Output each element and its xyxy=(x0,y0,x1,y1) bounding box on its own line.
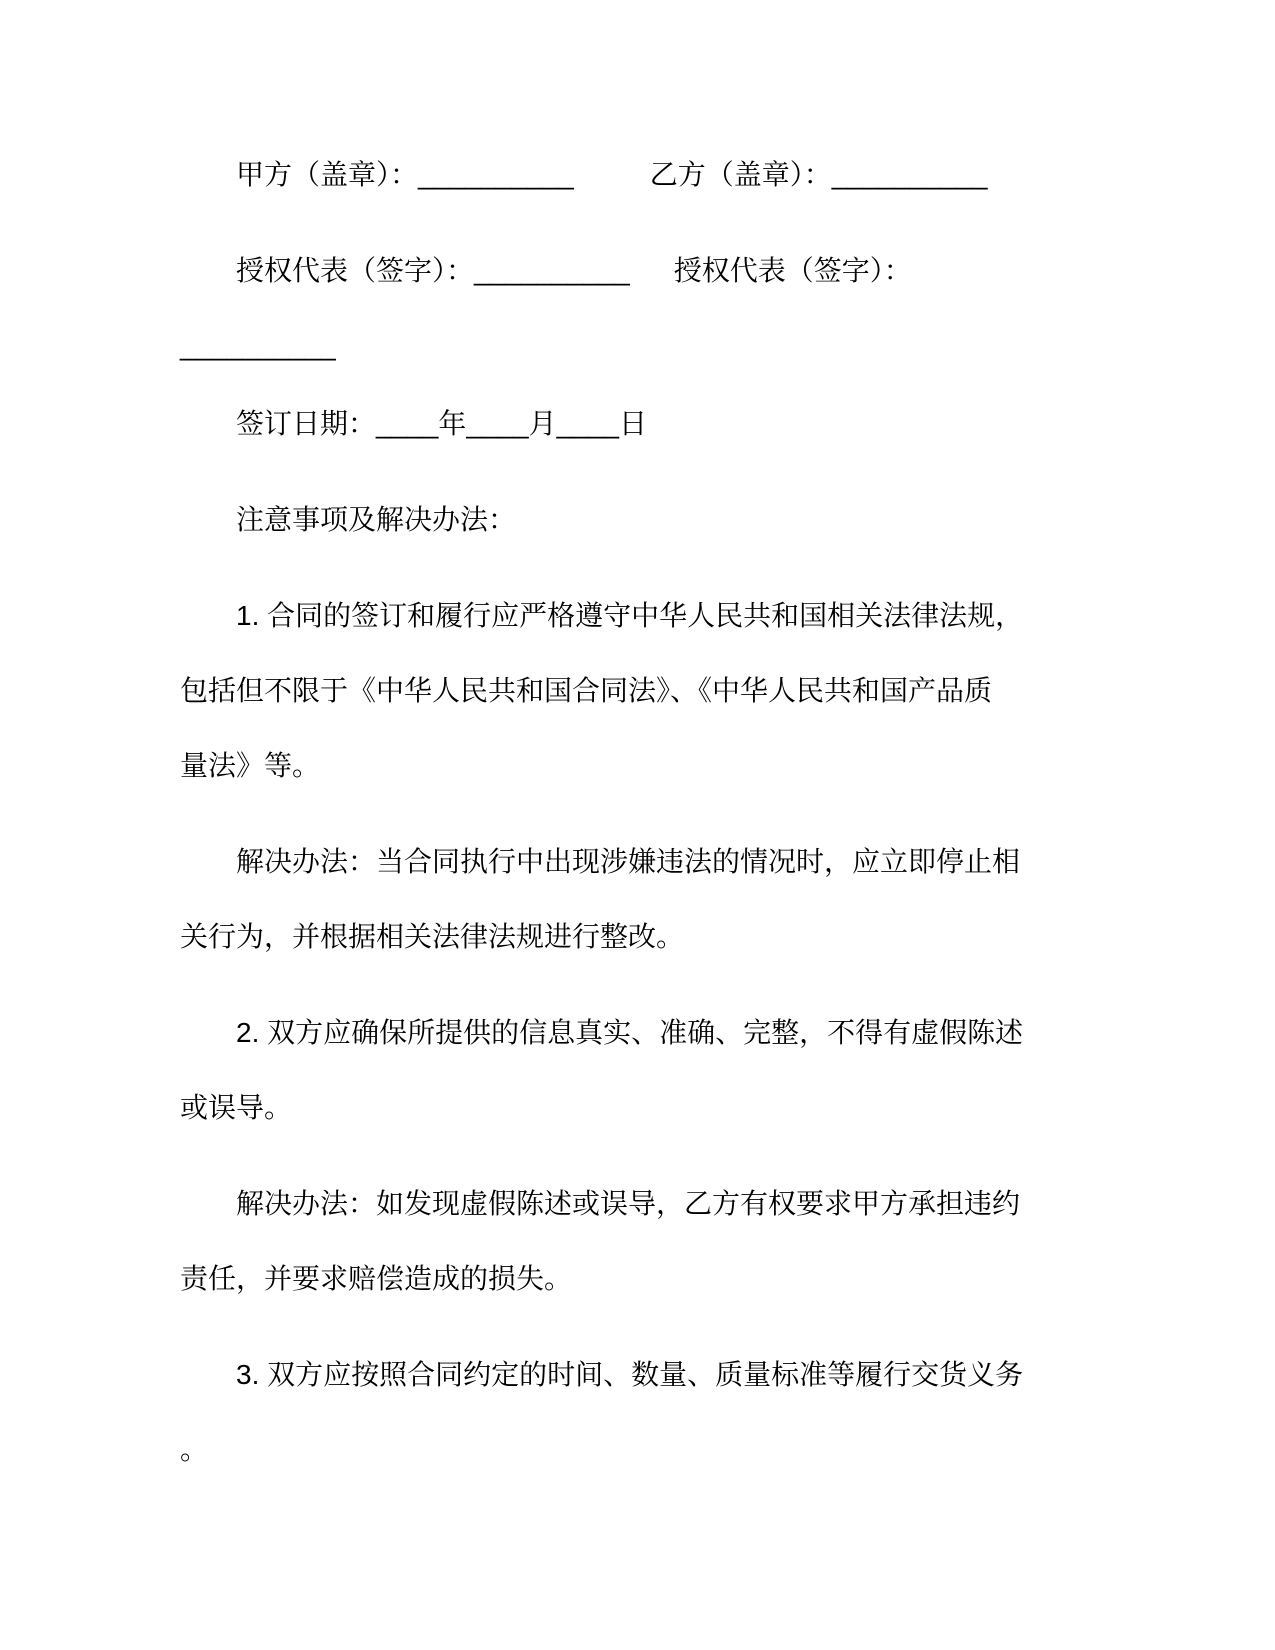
notice-line: 包括但不限于《中华人民共和国合同法》、《中华人民共和国产品质 xyxy=(180,675,993,706)
date-month-blank: ____ xyxy=(466,408,529,439)
notice-line: 或误导。 xyxy=(180,1092,293,1123)
notice-line: 1. 合同的签订和履行应严格遵守中华人民共和国相关法律法规， xyxy=(236,600,1024,631)
solution-line: 关行为，并根据相关法律法规进行整改。 xyxy=(180,921,685,952)
party-b-seal-blank: __________ xyxy=(831,159,988,190)
contract-document-page xyxy=(180,137,1140,1508)
solution-item-1 xyxy=(180,824,1140,974)
party-a-seal-blank: __________ xyxy=(418,159,574,190)
seal-row-line xyxy=(180,137,1140,212)
solution-line: 解决办法：如发现虚假陈述或误导，乙方有权要求甲方承担违约 xyxy=(236,1188,1021,1219)
date-year-blank: ____ xyxy=(376,408,439,439)
notice-item-1 xyxy=(180,578,1140,803)
party-b-seal-label: 乙方（盖章）： xyxy=(649,159,832,190)
rep-a-blank: __________ xyxy=(474,255,630,286)
representative-row-line xyxy=(180,233,1140,308)
notice-line: 2. 双方应确保所提供的信息真实、准确、完整，不得有虚假陈述 xyxy=(236,1017,1024,1048)
party-a-seal-label: 甲方（盖章）： xyxy=(236,159,419,190)
solution-line: 解决办法：当合同执行中出现涉嫌违法的情况时，应立即停止相 xyxy=(236,846,1021,877)
notice-item-3 xyxy=(180,1337,1140,1487)
notice-heading: 注意事项及解决办法： xyxy=(236,504,517,535)
rep-b-blank: __________ xyxy=(180,330,336,361)
signing-date-line xyxy=(180,386,1140,461)
representative-row-wrapped-line xyxy=(180,308,1140,383)
notice-heading-paragraph xyxy=(180,482,1140,557)
rep-b-label: 授权代表（签字）： xyxy=(673,255,912,286)
seal-row-paragraph xyxy=(180,137,1140,212)
date-day-unit: 日 xyxy=(618,408,647,439)
notice-item-2 xyxy=(180,995,1140,1145)
signing-date-paragraph xyxy=(180,386,1140,461)
date-month-unit: 月 xyxy=(528,408,557,439)
rep-a-label: 授权代表（签字）： xyxy=(236,255,475,286)
solution-item-2 xyxy=(180,1166,1140,1316)
notice-line: 。 xyxy=(180,1434,209,1465)
date-label: 签订日期： xyxy=(236,408,377,439)
representative-row-paragraph xyxy=(180,233,1140,383)
date-day-blank: ____ xyxy=(556,408,619,439)
notice-line: 量法》等。 xyxy=(180,750,321,781)
solution-line: 责任，并要求赔偿造成的损失。 xyxy=(180,1263,573,1294)
notice-line: 3. 双方应按照合同约定的时间、数量、质量标准等履行交货义务 xyxy=(236,1359,1024,1390)
date-year-unit: 年 xyxy=(438,408,467,439)
